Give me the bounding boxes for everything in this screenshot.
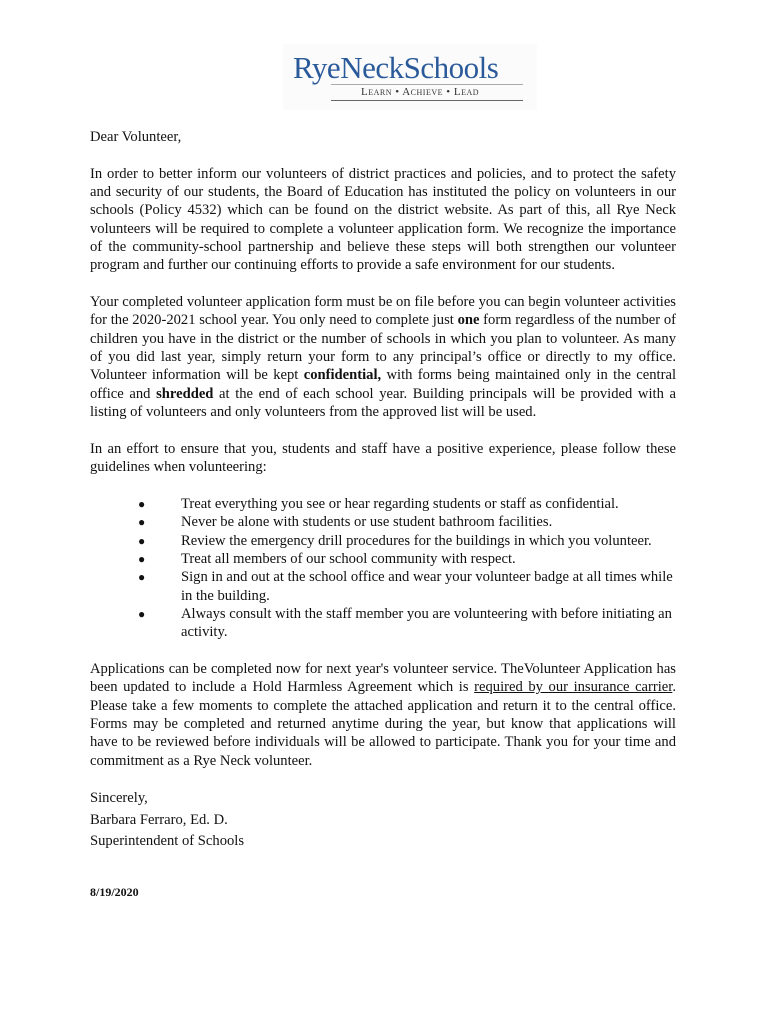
guideline-text: Treat all members of our school community with respect. — [181, 550, 516, 567]
text: at the end of each school year. Building principals will be provided with a listing of volunteers and only volunteers from the approved list will be used. — [90, 385, 676, 421]
bold-text: confidential, — [303, 367, 382, 384]
guideline-text: Always consult with the staff member you are volunteering with before initiating an activity. — [181, 605, 672, 641]
bold-text: one — [457, 312, 480, 329]
paragraph-guidelines-intro: In an effort to ensure that you, students and staff have a positive experience, please follow these guidelines when volunteering: — [90, 440, 676, 476]
bullet-icon: ● — [138, 496, 146, 511]
paragraph-application — [90, 293, 676, 421]
bullet-icon: ● — [138, 551, 146, 566]
guideline-item — [138, 532, 676, 550]
guideline-text: Review the emergency drill procedures for the buildings in which you volunteer. — [181, 532, 652, 549]
guideline-text: Treat everything you see or hear regarding students or staff as confidential. — [181, 495, 619, 512]
signature-block — [90, 788, 676, 853]
paragraph-policy: In order to better inform our volunteers of district practices and policies, and to protect the safety and security of our students, the Board of Education has instituted the policy on volunteers in our schools (Policy 4532) which can be found on the district website. As part of this, all Rye Neck volunteers will be required to complete a volunteer application form. We recognize the importance of the community-school partnership and believe these steps will both strengthen our volunteer program and further our continuing efforts to provide a safe environment for our students. — [90, 165, 676, 274]
underlined-text: required by our insurance carrier — [474, 679, 673, 696]
text: Your completed volunteer application form must be on file before you can begin volunteer activities for the 2020-2021 school year. You only need to complete just — [90, 294, 676, 329]
letter-body — [90, 128, 676, 901]
guideline-item — [138, 568, 676, 605]
bold-text: shredded — [156, 385, 214, 402]
text: form regardless of the number of children you have in the district or the number of schools in which you plan to volunteer. As many of you did last year, simply return your form to any principal’s office or directly to my office. Volunteer information will be kept — [90, 312, 676, 384]
guideline-item — [138, 495, 676, 513]
signer-name: Barbara Ferraro, Ed. D. — [90, 811, 228, 828]
logo-tagline: Learn • Achieve • Lead — [361, 86, 480, 98]
text: . Please take a few moments to complete the attached application and return it to the central office. Forms may be completed and returned anytime during the year, but know that applications will have to be reviewed before individuals will be allowed to participate. Thank you for your time and commitment as a Rye Neck volunteer. — [90, 679, 676, 769]
bullet-icon: ● — [138, 570, 146, 585]
signer-title: Superintendent of Schools — [90, 833, 245, 850]
text: with forms being maintained only in the central office and — [90, 367, 677, 402]
bullet-icon: ● — [138, 606, 146, 621]
guideline-item — [138, 513, 676, 531]
salutation: Dear Volunteer, — [90, 129, 182, 145]
paragraph-applications — [90, 660, 676, 770]
bullet-icon: ● — [138, 515, 146, 530]
letter-date: 8/19/2020 — [90, 884, 139, 899]
guideline-item — [138, 550, 676, 568]
closing: Sincerely, — [90, 790, 148, 807]
logo-rule — [331, 84, 523, 85]
bullet-icon: ● — [138, 533, 146, 548]
guideline-text: Sign in and out at the school office and wear your volunteer badge at all times while in the building. — [181, 569, 673, 604]
rye-neck-schools-logo — [283, 44, 537, 110]
logo-rule — [331, 100, 523, 101]
text: Applications can be completed now for next year's volunteer service. TheVolunteer Application has been updated to include a Hold Harmless Agreement which is — [90, 660, 676, 696]
guideline-text: Never be alone with students or use student bathroom facilities. — [181, 514, 553, 531]
logo-name: RyeNeckSchools — [293, 50, 499, 85]
guidelines-list — [90, 495, 676, 642]
guideline-item — [138, 605, 676, 642]
